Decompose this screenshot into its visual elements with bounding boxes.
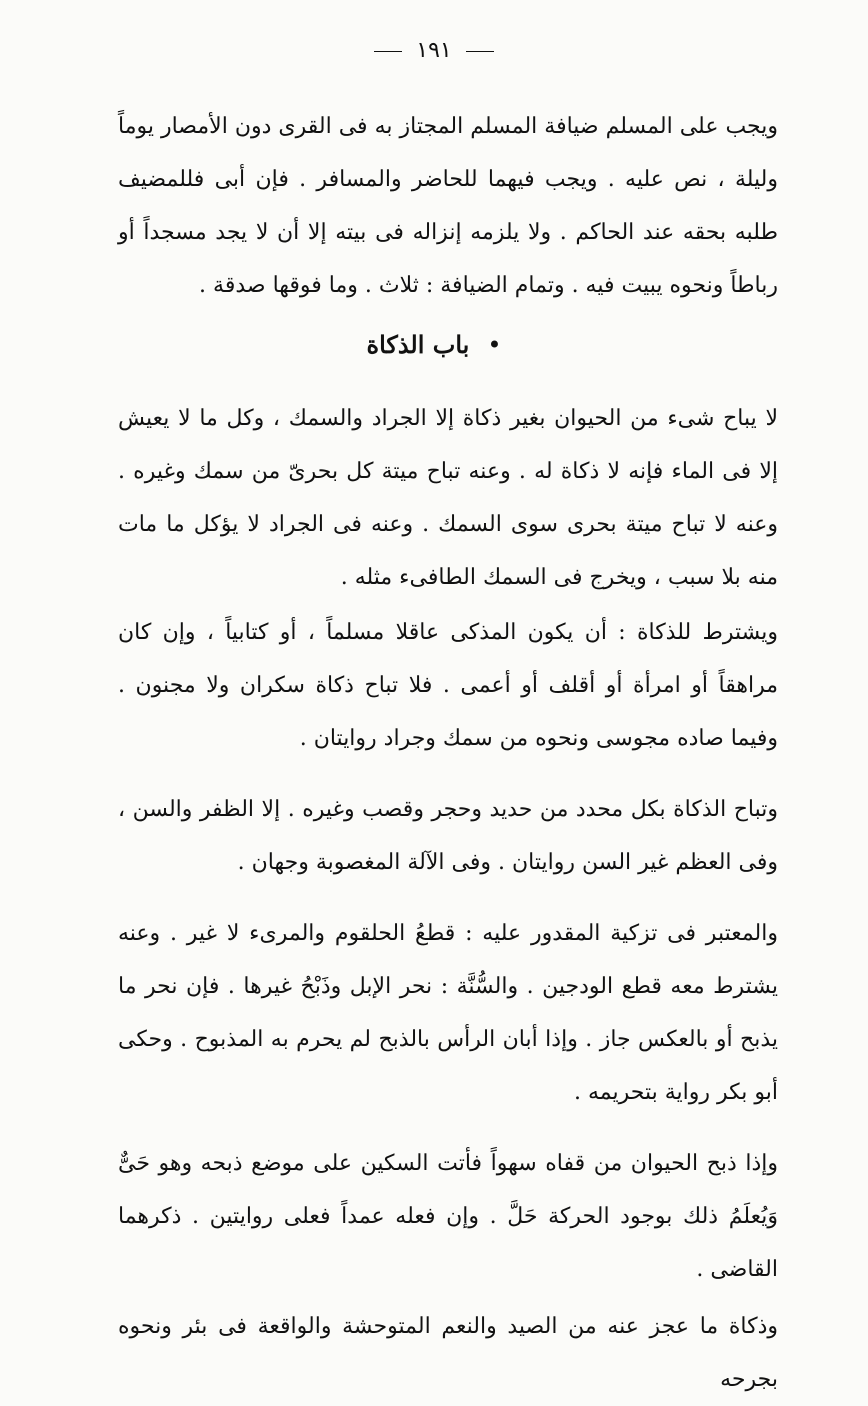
header-dash-left [374,51,402,52]
paragraph: ويجب على المسلم ضيافة المسلم المجتاز به فى القرى دون الأمصار يوماً وليلة ، نص عليه . ويجب فيهما للحاضر والمسافر . فإن أبى فللمضيف طلبه بحقه عند الحاكم . ولا يلزمه إنزاله فى بيته إلا أن لا يجد مسجداً أو رباطاً ونحوه يبيت فيه . وتمام الضيافة : ثلاث . وما فوقها صدقة . [118,114,778,298]
header-dash-right [466,51,494,52]
section-title-text: باب الذكاة [366,330,470,359]
page-header [0,38,868,63]
paragraph: والمعتبر فى تزكية المقدور عليه : قطعُ الحلقوم والمرىء لا غير . وعنه يشترط معه قطع الودجين . والسُّنَّة : نحر الإبل وذَبْحُ غيرها . فإن نحر ما يذبح أو بالعكس جاز . وإذا أبان الرأس بالذبح لم يحرم به المذبوح . وحكى أبو بكر رواية بتحريمه . [118,921,778,1105]
paragraph: وتباح الذكاة بكل محدد من حديد وحجر وقصب وغيره . إلا الظفر والسن ، وفى العظم غير السن روايتان . وفى الآلة المغصوبة وجهان . [118,797,778,875]
paragraph: وذكاة ما عجز عنه من الصيد والنعم المتوحشة والواقعة فى بئر ونحوه بجرحه [118,1314,778,1392]
paragraph: لا يباح شىء من الحيوان بغير ذكاة إلا الجراد والسمك ، وكل ما لا يعيش إلا فى الماء فإنه لا ذكاة له . وعنه تباح ميتة كل بحرىّ من سمك وغيره . وعنه لا تباح ميتة بحرى سوى السمك . وعنه فى الجراد لا يؤكل ما مات منه بلا سبب ، ويخرج فى السمك الطافىء مثله . [118,406,778,590]
title-ornament-dot: • [487,331,502,359]
paragraph: وإذا ذبح الحيوان من قفاه سهواً فأتت السكين على موضع ذبحه وهو حَىٌّ وَيُعلَمُ ذلك بوجود الحركة حَلَّ . وإن فعله عمداً فعلى روايتين . ذكرهما القاضى . [118,1151,778,1282]
section-title [0,330,868,359]
paragraph-hospitality [118,100,778,312]
page-number: ١٩١ [416,38,452,63]
paragraph: ويشترط للذكاة : أن يكون المذكى عاقلا مسلماً ، أو كتابياً ، وإن كان مراهقاً أو امرأة أو أقلف أو أعمى . فلا تباح ذكاة سكران ولا مجنون . وفيما صاده مجوسى ونحوه من سمك وجراد روايتان . [118,620,778,751]
paragraph-group-dhakat [118,392,778,1406]
